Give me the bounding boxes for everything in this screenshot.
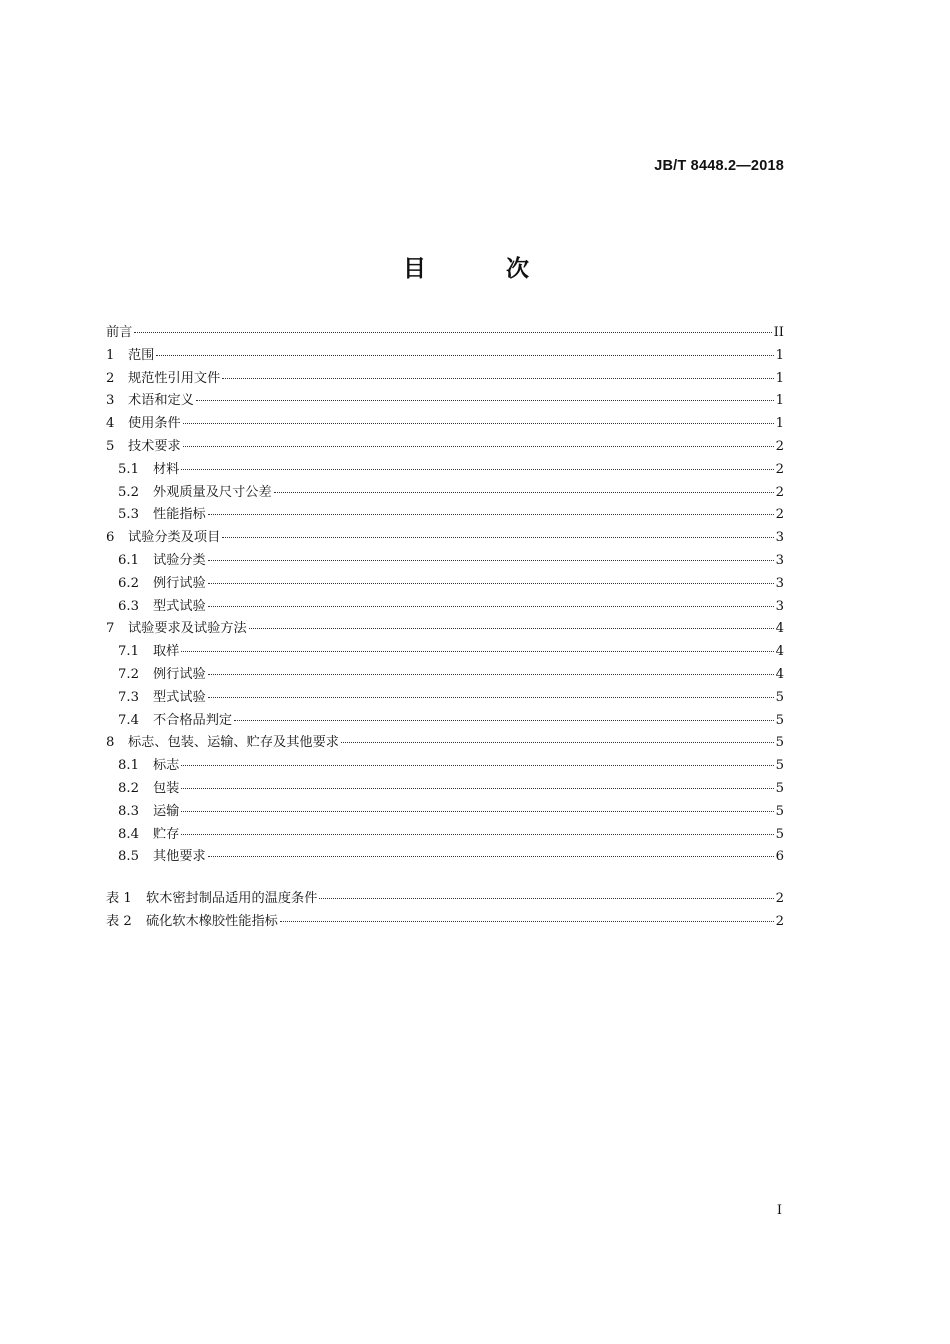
toc-entry-title: 技术要求 bbox=[128, 438, 181, 454]
toc-entry-title: 前言 bbox=[106, 325, 133, 340]
toc-entry-page: 2 bbox=[775, 891, 784, 906]
toc-entry-page: 5 bbox=[775, 689, 784, 705]
toc-entry-title: 外观质量及尺寸公差 bbox=[153, 484, 272, 500]
toc-entry-number: 4 bbox=[106, 416, 115, 432]
toc-entry-page: 1 bbox=[775, 370, 784, 386]
list-of-tables bbox=[106, 888, 784, 934]
toc-entry-number: 5.2 bbox=[118, 484, 139, 500]
toc-entry[interactable] bbox=[106, 778, 784, 801]
toc-entry-title: 包装 bbox=[153, 780, 180, 796]
toc-entry[interactable] bbox=[106, 459, 784, 482]
toc-dot-leader bbox=[249, 628, 774, 629]
toc-entry-page: 2 bbox=[775, 461, 784, 477]
toc-dot-leader bbox=[208, 856, 774, 857]
toc-entry[interactable] bbox=[106, 390, 784, 413]
toc-entry-title: 不合格品判定 bbox=[153, 712, 233, 728]
toc-entry-page: 5 bbox=[775, 803, 784, 819]
toc-entry-page: 3 bbox=[775, 530, 784, 546]
toc-entry[interactable] bbox=[106, 687, 784, 710]
toc-entry-page: 1 bbox=[775, 347, 784, 363]
toc-entry-page: 5 bbox=[775, 735, 784, 751]
standard-number: JB/T 8448.2—2018 bbox=[654, 158, 784, 174]
toc-entry[interactable] bbox=[106, 436, 784, 459]
toc-entry-title: 标志 bbox=[153, 758, 180, 774]
toc-entry-title: 性能指标 bbox=[153, 507, 206, 523]
toc-entry-page: 4 bbox=[775, 644, 784, 660]
toc-entry-number: 7 bbox=[106, 621, 115, 637]
page-title: 目 次 bbox=[402, 256, 565, 282]
toc-dot-leader bbox=[274, 492, 774, 493]
toc-entry-number: 7.1 bbox=[118, 644, 139, 660]
toc-entry-title: 术语和定义 bbox=[128, 393, 194, 409]
toc-entry-page: 6 bbox=[775, 849, 784, 865]
toc-dot-leader bbox=[183, 423, 774, 424]
toc-entry[interactable] bbox=[106, 710, 784, 733]
toc-entry-title: 使用条件 bbox=[128, 416, 181, 432]
toc-entry-number: 6.1 bbox=[118, 552, 139, 568]
toc-dot-leader bbox=[156, 355, 773, 356]
toc-dot-leader bbox=[222, 537, 773, 538]
toc-entry-page: 5 bbox=[775, 780, 784, 796]
toc-entry[interactable] bbox=[106, 664, 784, 687]
toc-entry-number: 5.1 bbox=[118, 461, 139, 477]
toc-entry-number: 6 bbox=[106, 530, 115, 546]
table-of-contents bbox=[106, 322, 784, 869]
toc-dot-leader bbox=[181, 811, 773, 812]
toc-dot-leader bbox=[181, 834, 773, 835]
toc-entry[interactable] bbox=[106, 482, 784, 505]
toc-entry-page: 2 bbox=[775, 484, 784, 500]
toc-dot-leader bbox=[208, 697, 774, 698]
toc-entry-page: 2 bbox=[775, 438, 784, 454]
toc-entry-number: 1 bbox=[106, 347, 115, 363]
toc-entry-title: 硫化软木橡胶性能指标 bbox=[146, 913, 278, 929]
toc-entry-page: 4 bbox=[775, 621, 784, 637]
toc-dot-leader bbox=[134, 332, 771, 333]
toc-entry-page: 4 bbox=[775, 666, 784, 682]
toc-entry-number: 7.2 bbox=[118, 666, 139, 682]
toc-entry-title: 范围 bbox=[128, 347, 155, 363]
toc-entry-title: 型式试验 bbox=[153, 689, 206, 705]
toc-entry[interactable] bbox=[106, 573, 784, 596]
toc-entry-number: 8.3 bbox=[118, 803, 139, 819]
toc-entry-number: 2 bbox=[106, 370, 115, 386]
toc-dot-leader bbox=[208, 674, 774, 675]
toc-dot-leader bbox=[280, 921, 774, 922]
toc-entry-title: 规范性引用文件 bbox=[128, 370, 221, 386]
toc-entry-page: 2 bbox=[775, 507, 784, 523]
toc-entry[interactable] bbox=[106, 618, 784, 641]
toc-entry-number: 8.4 bbox=[118, 826, 139, 842]
toc-entry[interactable] bbox=[106, 824, 784, 847]
toc-entry-title: 运输 bbox=[153, 803, 180, 819]
toc-entry-title: 试验分类 bbox=[153, 552, 206, 568]
toc-entry[interactable] bbox=[106, 641, 784, 664]
toc-dot-leader bbox=[183, 446, 774, 447]
toc-entry-title: 标志、包装、运输、贮存及其他要求 bbox=[128, 735, 339, 751]
toc-dot-leader bbox=[208, 583, 774, 584]
toc-entry-page: 5 bbox=[775, 826, 784, 842]
toc-entry-number: 6.3 bbox=[118, 598, 139, 614]
toc-entry-page: 5 bbox=[775, 758, 784, 774]
toc-dot-leader bbox=[208, 560, 774, 561]
toc-entry-title: 其他要求 bbox=[153, 849, 206, 865]
toc-dot-leader bbox=[208, 514, 774, 515]
toc-dot-leader bbox=[196, 400, 774, 401]
toc-dot-leader bbox=[181, 765, 773, 766]
toc-entry-number: 6.2 bbox=[118, 575, 139, 591]
toc-entry-title: 贮存 bbox=[153, 826, 180, 842]
toc-entry-page: 3 bbox=[775, 575, 784, 591]
toc-entry[interactable] bbox=[106, 732, 784, 755]
toc-entry-page: 3 bbox=[775, 598, 784, 614]
toc-entry-page: 1 bbox=[775, 416, 784, 432]
toc-entry[interactable] bbox=[106, 413, 784, 436]
toc-entry-title: 试验分类及项目 bbox=[128, 530, 221, 546]
toc-dot-leader bbox=[341, 742, 774, 743]
toc-entry-number: 8.5 bbox=[118, 849, 139, 865]
toc-entry[interactable] bbox=[106, 550, 784, 573]
toc-entry-page: II bbox=[773, 325, 784, 340]
toc-entry-page: 3 bbox=[775, 552, 784, 568]
toc-entry-title: 型式试验 bbox=[153, 598, 206, 614]
toc-entry-number: 8.2 bbox=[118, 780, 139, 796]
toc-entry-number: 表 2 bbox=[106, 913, 132, 929]
toc-entry-title: 取样 bbox=[153, 644, 180, 660]
toc-entry-number: 7.3 bbox=[118, 689, 139, 705]
toc-entry[interactable] bbox=[106, 322, 784, 345]
toc-dot-leader bbox=[234, 720, 773, 721]
toc-entry[interactable] bbox=[106, 801, 784, 824]
table-list-entry[interactable] bbox=[106, 911, 784, 934]
toc-entry-page: 1 bbox=[775, 393, 784, 409]
toc-entry-number: 表 1 bbox=[106, 891, 132, 906]
toc-entry[interactable] bbox=[106, 846, 784, 869]
table-list-entry[interactable] bbox=[106, 888, 784, 911]
toc-dot-leader bbox=[319, 898, 773, 899]
toc-dot-leader bbox=[181, 469, 773, 470]
toc-entry-title: 例行试验 bbox=[153, 575, 206, 591]
toc-entry[interactable] bbox=[106, 504, 784, 527]
toc-dot-leader bbox=[181, 651, 773, 652]
footer-page-number: I bbox=[776, 1203, 782, 1218]
toc-entry-number: 5.3 bbox=[118, 507, 139, 523]
toc-entry[interactable] bbox=[106, 755, 784, 778]
toc-entry[interactable] bbox=[106, 368, 784, 391]
toc-entry-number: 8 bbox=[106, 735, 115, 751]
toc-entry[interactable] bbox=[106, 596, 784, 619]
toc-entry-number: 5 bbox=[106, 438, 115, 454]
toc-entry-page: 5 bbox=[775, 712, 784, 728]
toc-entry-title: 例行试验 bbox=[153, 666, 206, 682]
toc-entry-title: 软木密封制品适用的温度条件 bbox=[146, 891, 318, 906]
toc-entry-title: 材料 bbox=[153, 461, 180, 477]
toc-entry-page: 2 bbox=[775, 913, 784, 929]
toc-entry-number: 8.1 bbox=[118, 758, 139, 774]
toc-entry-number: 7.4 bbox=[118, 712, 139, 728]
toc-dot-leader bbox=[208, 606, 774, 607]
toc-dot-leader bbox=[181, 788, 773, 789]
toc-entry-number: 3 bbox=[106, 393, 115, 409]
toc-entry-title: 试验要求及试验方法 bbox=[128, 621, 247, 637]
toc-entry[interactable] bbox=[106, 527, 784, 550]
toc-dot-leader bbox=[222, 378, 773, 379]
toc-entry[interactable] bbox=[106, 345, 784, 368]
